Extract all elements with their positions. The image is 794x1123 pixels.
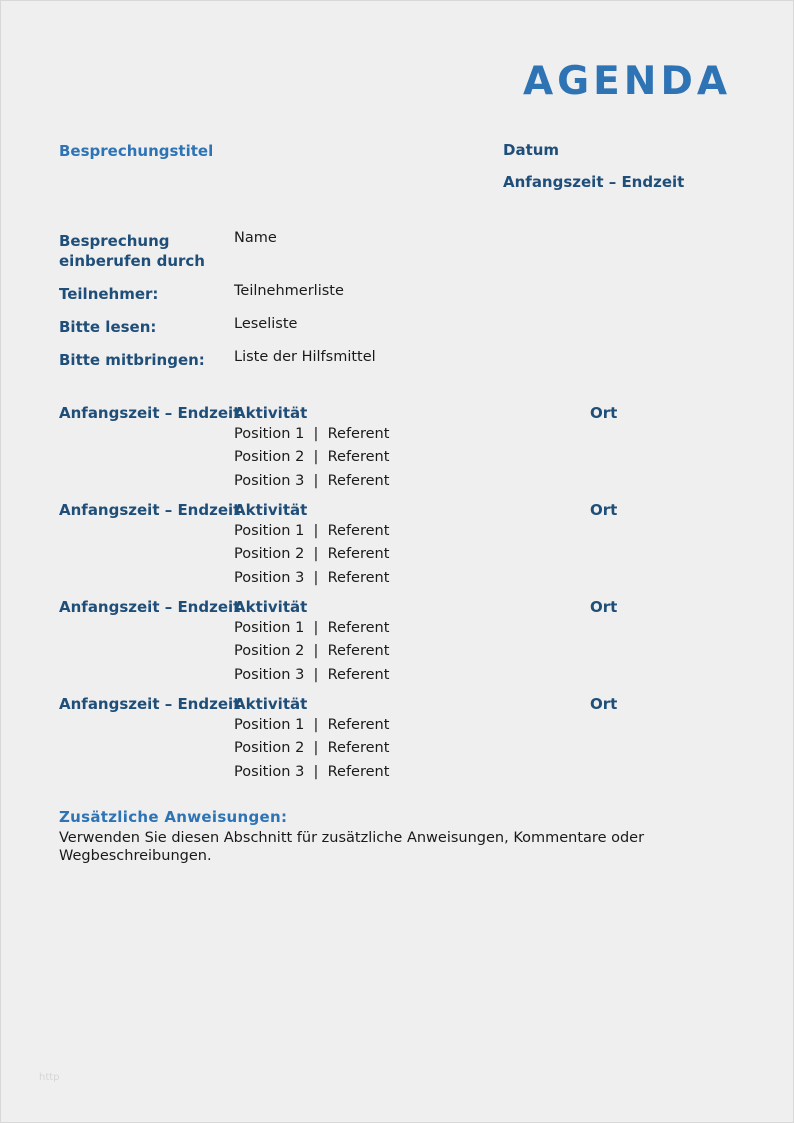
- block-time: Anfangszeit – Endzeit: [59, 501, 241, 519]
- block-location: Ort: [590, 501, 618, 519]
- info-value: Leseliste: [234, 316, 298, 332]
- block-item: Position 1 | Referent: [234, 426, 390, 442]
- block-item: Position 2 | Referent: [234, 643, 390, 659]
- info-value: Liste der Hilfsmittel: [234, 349, 376, 365]
- block-location: Ort: [590, 404, 618, 422]
- block-time: Anfangszeit – Endzeit: [59, 695, 241, 713]
- block-item: Position 3 | Referent: [234, 570, 390, 586]
- block-item: Position 2 | Referent: [234, 546, 390, 562]
- page-title: AGENDA: [522, 59, 731, 104]
- block-item: Position 3 | Referent: [234, 764, 390, 780]
- block-item: Position 2 | Referent: [234, 449, 390, 465]
- block-time: Anfangszeit – Endzeit: [59, 404, 241, 422]
- info-label: Bitte lesen:: [59, 318, 157, 336]
- block-activity: Aktivität: [234, 598, 308, 616]
- meeting-title: Besprechungstitel: [59, 142, 214, 160]
- info-label: Bitte mitbringen:: [59, 351, 205, 369]
- info-value: Teilnehmerliste: [234, 283, 344, 299]
- block-item: Position 1 | Referent: [234, 620, 390, 636]
- block-location: Ort: [590, 598, 618, 616]
- watermark: http: [39, 1072, 60, 1083]
- time-range-label: Anfangszeit – Endzeit: [503, 173, 685, 191]
- block-time: Anfangszeit – Endzeit: [59, 598, 241, 616]
- block-location: Ort: [590, 695, 618, 713]
- info-label-line: Besprechung: [59, 232, 170, 250]
- block-item: Position 3 | Referent: [234, 667, 390, 683]
- additional-instructions-text: Verwenden Sie diesen Abschnitt für zusätzliche Anweisungen, Kommentare oder Wegbeschreibungen.: [59, 830, 645, 864]
- block-activity: Aktivität: [234, 404, 308, 422]
- block-activity: Aktivität: [234, 695, 308, 713]
- info-label: [59, 231, 205, 271]
- date-label: Datum: [503, 141, 560, 159]
- info-label-line: einberufen durch: [59, 252, 205, 270]
- info-label: Teilnehmer:: [59, 285, 159, 303]
- block-item: Position 1 | Referent: [234, 523, 390, 539]
- info-value: Name: [234, 230, 277, 246]
- additional-instructions-heading: Zusätzliche Anweisungen:: [59, 808, 288, 826]
- block-activity: Aktivität: [234, 501, 308, 519]
- block-item: Position 2 | Referent: [234, 740, 390, 756]
- block-item: Position 1 | Referent: [234, 717, 390, 733]
- block-item: Position 3 | Referent: [234, 473, 390, 489]
